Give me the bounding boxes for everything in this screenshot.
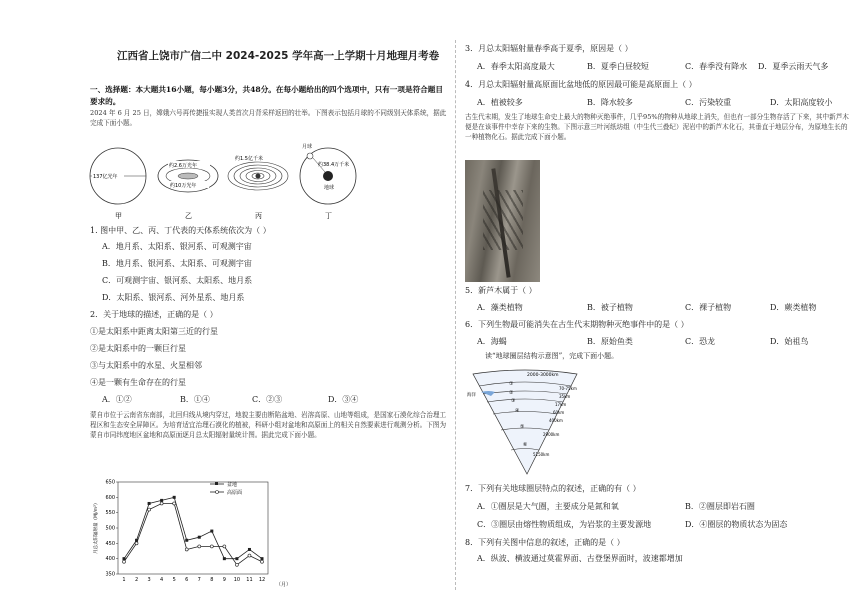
ding-distance-label: 约38.4万千米 bbox=[318, 162, 350, 168]
q6-option-b: B．原始鱼类 bbox=[587, 337, 633, 346]
question-1: 1. 图中甲、乙、丙、丁代表的天体系统依次为（ ） bbox=[90, 226, 271, 235]
sea-label: 海洋 bbox=[467, 393, 476, 398]
q4-option-b: B．降水较多 bbox=[587, 98, 633, 107]
data-point-basin bbox=[173, 496, 176, 499]
layer-1-label: ① bbox=[509, 381, 514, 387]
depth-3: 17km bbox=[555, 402, 567, 407]
y-tick-label: 650 bbox=[105, 479, 115, 486]
q5-option-d: D．蕨类植物 bbox=[770, 303, 817, 312]
celestial-system-diagram bbox=[88, 140, 358, 222]
q1-option-d: D．太阳系、银河系、河外星系、地月系 bbox=[102, 293, 245, 302]
x-tick-label: 2 bbox=[134, 577, 139, 583]
layer-3-label: ③ bbox=[511, 398, 516, 404]
fossil-photo bbox=[465, 160, 540, 282]
question-8: 8．下列有关图中信息的叙述，正确的是（ ） bbox=[465, 538, 625, 547]
q7-option-a: A．①圈层是大气圈，主要成分是氮和氧 bbox=[477, 502, 619, 511]
q2-option-a: A．①② bbox=[102, 395, 132, 404]
bing-distance-label: 约1.5亿千米 bbox=[235, 156, 263, 162]
x-tick-label: 1 bbox=[122, 577, 126, 583]
column-divider bbox=[455, 40, 456, 590]
question-4: 4．月总太阳辐射量高原面比盆地低的原因最可能是高原面上（ ） bbox=[465, 80, 697, 89]
data-point-plateau bbox=[248, 554, 251, 557]
q4-option-d: D．太阳高度较小 bbox=[770, 98, 833, 107]
q5-option-b: B．被子植物 bbox=[587, 303, 633, 312]
x-tick-label: 5 bbox=[172, 577, 176, 583]
q7-option-d: D．④圈层的物质状态为固态 bbox=[685, 520, 788, 529]
data-point-plateau bbox=[148, 508, 151, 511]
depth-2: 35km bbox=[559, 394, 571, 399]
label-ding: 丁 bbox=[325, 212, 332, 220]
chart-xlabel: （月） bbox=[276, 582, 292, 588]
data-point-basin bbox=[235, 557, 238, 560]
q2-option-c: C．②③ bbox=[252, 395, 283, 404]
q4-option-c: C．污染较重 bbox=[685, 98, 732, 107]
intro-paragraph-1: 2024 年 6 月 25 日，嫦娥六号再传捷报实现人类首次月背采样返回的壮举。下图表示包括月球的不同级别天体系统，据此完成下面小题。 bbox=[90, 109, 447, 128]
data-point-plateau bbox=[135, 542, 138, 545]
depth-1: 70-75km bbox=[559, 386, 577, 391]
layer-6-label: ⑥ bbox=[523, 442, 528, 448]
x-tick-label: 4 bbox=[160, 577, 164, 583]
q3-option-c: C．春季没有降水 bbox=[685, 62, 748, 71]
q2-item-4: ④是一颗有生命存在的行星 bbox=[90, 378, 186, 387]
data-point-plateau bbox=[123, 560, 126, 563]
ding-earth-label: 地球 bbox=[324, 185, 335, 191]
depth-4: 60km bbox=[553, 410, 565, 415]
question-7: 7．下列有关地球圈层特点的叙述，正确的有（ ） bbox=[465, 484, 641, 493]
x-tick-label: 10 bbox=[233, 577, 241, 583]
y-tick-label: 550 bbox=[105, 510, 115, 517]
q1-option-a: A．地月系、太阳系、银河系、可观测宇宙 bbox=[102, 242, 252, 251]
legend-basin: 盆地 bbox=[227, 482, 238, 488]
moon-icon bbox=[307, 153, 313, 159]
data-point-basin bbox=[223, 557, 226, 560]
question-5: 5．新芦木属于（ ） bbox=[465, 286, 537, 295]
page-title: 江西省上饶市广信二中 2024-2025 学年高一上学期十月地理月考卷 bbox=[117, 50, 440, 62]
depth-5: 400km bbox=[549, 418, 563, 423]
x-tick-label: 3 bbox=[147, 577, 151, 583]
q3-option-d: D．夏季云雨天气多 bbox=[758, 62, 829, 71]
chart-ylabel: 月总太阳辐射量（MJ/m²） bbox=[94, 500, 99, 554]
q5-option-c: C．裸子植物 bbox=[685, 303, 732, 312]
question-2: 2．关于地球的描述，正确的是（ ） bbox=[90, 310, 218, 319]
intro-paragraph-4: 读“地球圈层结构示意图”，完成下面小题。 bbox=[485, 352, 619, 360]
earth-layers-diagram bbox=[465, 366, 585, 478]
q2-item-3: ③与太阳系中的水星、火星相邻 bbox=[90, 361, 202, 370]
data-point-basin bbox=[248, 548, 251, 551]
q3-option-b: B．夏季白昼较短 bbox=[587, 62, 649, 71]
data-point-plateau bbox=[210, 545, 213, 548]
data-point-basin bbox=[148, 502, 151, 505]
q4-option-a: A．植被较多 bbox=[477, 98, 523, 107]
data-point-plateau bbox=[160, 502, 163, 505]
legend-plateau: 高原面 bbox=[227, 490, 243, 496]
y-tick-label: 450 bbox=[105, 540, 115, 547]
intro-paragraph-3: 古生代末期，发生了地球生命史上最大的物种灭绝事件，几乎95%的物种从地球上消失，但也有一部分生物存活了下来，其中新芦木便是在该事件中幸存下来的生物。下图示意三叶河纸坊组（中生代三叠纪）泥岩中的新芦木化石，其垂直于地层分布，为原地生长的一种植物化石。据此完成下面小题。 bbox=[465, 113, 849, 142]
layer-4-label: ④ bbox=[515, 408, 520, 414]
q1-option-c: C．可观测宇宙、银河系、太阳系、地月系 bbox=[102, 276, 253, 285]
data-point-plateau bbox=[223, 545, 226, 548]
q2-item-1: ①是太阳系中距离太阳第三近的行星 bbox=[90, 327, 218, 336]
data-point-basin bbox=[160, 499, 163, 502]
data-point-plateau bbox=[185, 548, 188, 551]
q1-option-b: B．地月系、银河系、太阳系、可观测宇宙 bbox=[102, 259, 252, 268]
solar-radiation-chart bbox=[90, 474, 300, 594]
x-tick-label: 7 bbox=[197, 577, 201, 583]
layer-5-label: ⑤ bbox=[520, 424, 525, 430]
y-tick-label: 400 bbox=[105, 556, 115, 563]
depth-7: 5150km bbox=[533, 452, 550, 457]
q7-option-b: B．②圈层即岩石圈 bbox=[685, 502, 755, 511]
data-point-basin bbox=[261, 557, 264, 560]
x-tick-label: 8 bbox=[210, 577, 214, 583]
q2-item-2: ②是太阳系中的一颗巨行星 bbox=[90, 344, 186, 353]
label-yi: 乙 bbox=[185, 212, 192, 220]
y-tick-label: 600 bbox=[105, 494, 115, 501]
layer-2-label: ② bbox=[509, 390, 514, 396]
depth-6: 2900km bbox=[543, 432, 560, 437]
q6-option-d: D．始祖鸟 bbox=[770, 337, 809, 346]
label-jia: 甲 bbox=[115, 212, 122, 220]
data-point-basin bbox=[198, 536, 201, 539]
question-3: 3．月总太阳辐射量春季高于夏季，原因是（ ） bbox=[465, 44, 633, 53]
q7-option-c: C．③圈层由熔性物质组成，为岩浆的主要发源地 bbox=[477, 520, 652, 529]
q5-option-a: A．藻类植物 bbox=[477, 303, 523, 312]
yi-diameter-label: 约10万光年 bbox=[170, 183, 197, 189]
data-point-basin bbox=[185, 539, 188, 542]
series-line-basin bbox=[124, 497, 262, 558]
question-6: 6．下列生物最可能消失在古生代末期物种灭绝事件中的是（ ） bbox=[465, 320, 689, 329]
yi-thickness-label: 约2.6万光年 bbox=[169, 163, 197, 169]
q8-option-a: A．纵波、横波通过莫霍界面、古登堡界面时，波速都增加 bbox=[477, 554, 683, 563]
label-bing: 丙 bbox=[255, 212, 262, 220]
x-tick-label: 9 bbox=[222, 577, 226, 583]
data-point-plateau bbox=[261, 560, 264, 563]
x-tick-label: 12 bbox=[258, 577, 266, 583]
intro-paragraph-2: 蒙自市位于云南省东南部，北回归线从境内穿过，地貌主要由断陷盆地、岩溶高原、山地等组成，是国家石漠化综合治理工程区和生态安全屏障区。为培育适宜治理石漠化的植被，科研小组对盆地和高原面上的相关自然要素进行观测分析。下图为蒙自市同纬度地区盆地和高原面逐月总太阳辐射量统计图。据此完成下面小题。 bbox=[90, 411, 447, 440]
y-tick-label: 350 bbox=[105, 571, 115, 578]
q6-option-a: A．海蝎 bbox=[477, 337, 507, 346]
q2-option-b: B．①④ bbox=[180, 395, 210, 404]
ding-moon-label: 月球 bbox=[302, 144, 313, 150]
data-point-plateau bbox=[235, 563, 238, 566]
section-heading: 一、选择题：本大题共16小题，每小题3分，共48分。在每小题给出的四个选项中，只有一项是符合题目要求的。 bbox=[90, 85, 443, 106]
x-tick-label: 11 bbox=[246, 577, 253, 583]
q6-option-c: C．恐龙 bbox=[685, 337, 716, 346]
earth-icon bbox=[323, 171, 333, 181]
jia-distance-label: 137亿光年 bbox=[93, 174, 118, 180]
q2-option-d: D．③④ bbox=[328, 395, 359, 404]
data-point-plateau bbox=[173, 502, 176, 505]
depth-top: 2000-3000km bbox=[527, 373, 559, 378]
x-tick-label: 6 bbox=[185, 577, 189, 583]
data-point-plateau bbox=[198, 545, 201, 548]
data-point-basin bbox=[210, 530, 213, 533]
q3-option-a: A．春季太阳高度最大 bbox=[477, 62, 555, 71]
y-tick-label: 500 bbox=[105, 525, 115, 532]
